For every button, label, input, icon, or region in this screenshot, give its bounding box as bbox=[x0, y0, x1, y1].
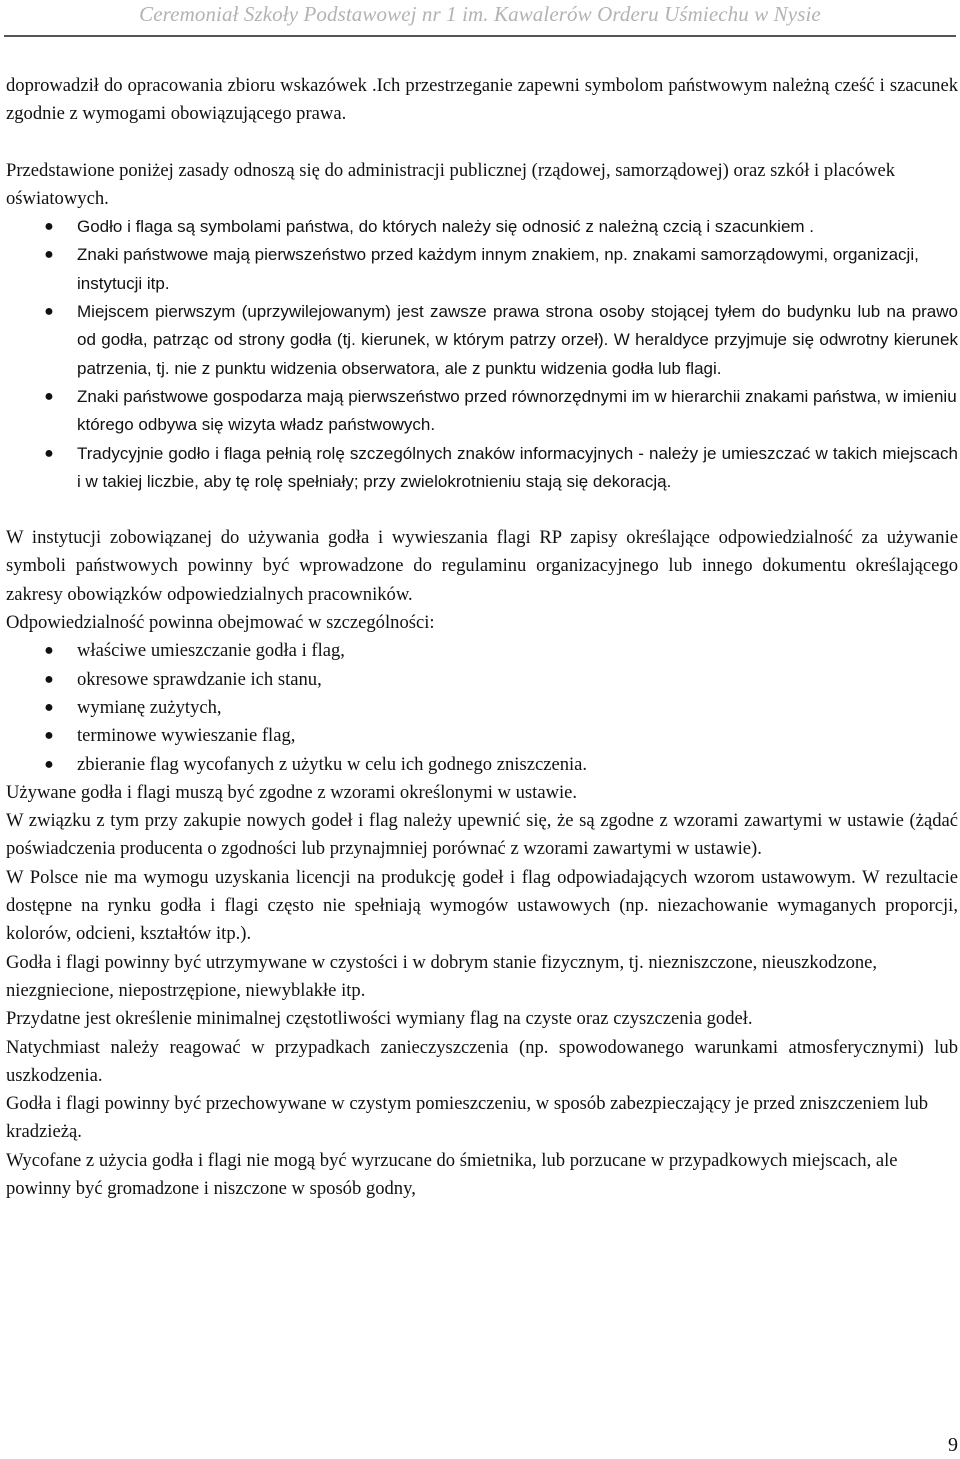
bullet-dot-icon: ● bbox=[44, 755, 54, 773]
paragraph-spacer bbox=[6, 496, 958, 524]
list-item bbox=[6, 440, 958, 497]
bullet-dot-icon: ● bbox=[44, 444, 54, 462]
principle-text: Miejscem pierwszym (uprzywilejowanym) jest zawsze prawa strona osoby stojącej tyłem do budynku lub na prawo od godła, patrząc od strony godła (tj. kierunek, w którym patrzy orzeł). W heraldyce przyjmuje się odwrotny kierunek patrzenia, tj. nie z punktu widzenia obserwatora, ale z punktu widzenia godła lub flagi. bbox=[77, 302, 958, 378]
principle-text: Godło i flaga są symbolami państwa, do których należy się odnosić z należną czcią i szacunkiem . bbox=[77, 217, 815, 237]
body-paragraph: Godła i flagi powinny być utrzymywane w czystości i w dobrym stanie fizycznym, tj. niezniszczone, nieuszkodzone, niezgniecione, niepostrzępione, niewyblakłe itp. bbox=[6, 951, 878, 1001]
scope-item-text: wymianę zużytych, bbox=[77, 696, 222, 718]
bullet-dot-icon: ● bbox=[44, 698, 54, 716]
scope-item-text: terminowe wywieszanie flag, bbox=[77, 725, 296, 747]
bullet-dot-icon: ● bbox=[44, 218, 54, 236]
list-item bbox=[6, 722, 958, 750]
paragraph-spacer bbox=[6, 129, 958, 157]
principle-text: Tradycyjnie godło i flaga pełnią rolę szczególnych znaków informacyjnych - należy je umieszczać w takich miejscach i w takiej liczbie, aby tę rolę spełniały; przy zwielokrotnieniu stają się dekoracją. bbox=[77, 443, 958, 491]
document-body bbox=[6, 72, 958, 1203]
scope-list bbox=[6, 637, 958, 778]
body-paragraph: Przydatne jest określenie minimalnej częstotliwości wymiany flag na czyste oraz czyszczenia godeł. bbox=[6, 1008, 753, 1030]
list-item bbox=[6, 637, 958, 665]
list-item bbox=[6, 213, 958, 241]
bullet-dot-icon: ● bbox=[44, 246, 54, 264]
list-item bbox=[6, 694, 958, 722]
list-item bbox=[6, 666, 958, 694]
body-paragraph: W Polsce nie ma wymogu uzyskania licencji na produkcję godeł i flag odpowiadających wzorom ustawowym. W rezultacie dostępne na rynku godła i flagi często nie spełniają wymogów ustawowych (np. niezachowanie wymaganych proporcji, kolorów, odcieni, kształtów itp.). bbox=[6, 866, 958, 945]
list-item bbox=[6, 751, 958, 779]
body-paragraph: Godła i flagi powinny być przechowywane w czystym pomieszczeniu, w sposób zabezpieczający je przed zniszczeniem lub kradzieżą. bbox=[6, 1093, 929, 1143]
body-paragraph: Używane godła i flagi muszą być zgodne z wzorami określonymi w ustawie. bbox=[6, 781, 578, 803]
principle-text: Znaki państwowe gospodarza mają pierwszeństwo przed równorzędnymi im w hierarchii znakami państwa, w imieniu którego odbywa się wizyta władz państwowych. bbox=[77, 386, 957, 435]
body-paragraph: Natychmiast należy reagować w przypadkach zanieczyszczenia (np. spowodowanego warunkami atmosferycznymi) lub uszkodzenia. bbox=[6, 1036, 958, 1086]
bullet-dot-icon: ● bbox=[44, 303, 54, 321]
bullet-dot-icon: ● bbox=[44, 670, 54, 688]
scope-item-text: zbieranie flag wycofanych z użytku w celu ich godnego zniszczenia. bbox=[77, 753, 588, 775]
responsibility-paragraph: W instytucji zobowiązanej do używania godła i wywieszania flagi RP zapisy określające odpowiedzialność za używanie symboli państwowych powinny być wprowadzone do regulaminu organizacyjnego lub innego dokumentu określającego zakresy obowiązków odpowiedzialnych pracowników. bbox=[6, 527, 958, 605]
scope-intro-paragraph: Odpowiedzialność powinna obejmować w szczególności: bbox=[6, 612, 435, 634]
bullet-dot-icon: ● bbox=[44, 642, 54, 660]
body-paragraph: Wycofane z użycia godła i flagi nie mogą być wyrzucane do śmietnika, lub porzucane w przypadkowych miejscach, ale powinny być gromadzone i niszczone w sposób godny, bbox=[6, 1149, 898, 1199]
list-item bbox=[6, 241, 958, 298]
list-item bbox=[6, 298, 958, 383]
scope-item-text: właściwe umieszczanie godła i flag, bbox=[77, 640, 345, 662]
page-number: 9 bbox=[948, 1434, 958, 1456]
intro-paragraph: doprowadził do opracowania zbioru wskazówek .Ich przestrzeganie zapewni symbolom państwowym należną cześć i szacunek zgodnie z wymogami obowiązującego prawa. bbox=[6, 75, 958, 125]
bullet-dot-icon: ● bbox=[44, 727, 54, 745]
page-header-title: Ceremoniał Szkoły Podstawowej nr 1 im. Kawalerów Orderu Uśmiechu w Nysie bbox=[139, 2, 821, 26]
header-divider bbox=[4, 35, 956, 37]
bullet-dot-icon: ● bbox=[44, 387, 54, 405]
body-paragraph: W związku z tym przy zakupie nowych godeł i flag należy upewnić się, że są zgodne z wzorami zawartymi w ustawie (żądać poświadczenia producenta o zgodności lub przynajmniej porównać z wzorami zawartymi w ustawie). bbox=[6, 810, 958, 860]
principles-intro-paragraph: Przedstawione poniżej zasady odnoszą się do administracji publicznej (rządowej, samorządowej) oraz szkół i placówek oświatowych. bbox=[6, 159, 896, 209]
scope-item-text: okresowe sprawdzanie ich stanu, bbox=[77, 668, 322, 690]
principles-list bbox=[6, 213, 958, 496]
list-item bbox=[6, 383, 958, 440]
principle-text: Znaki państwowe mają pierwszeństwo przed każdym innym znakiem, np. znakami samorządowymi, organizacji, instytucji itp. bbox=[77, 245, 919, 293]
